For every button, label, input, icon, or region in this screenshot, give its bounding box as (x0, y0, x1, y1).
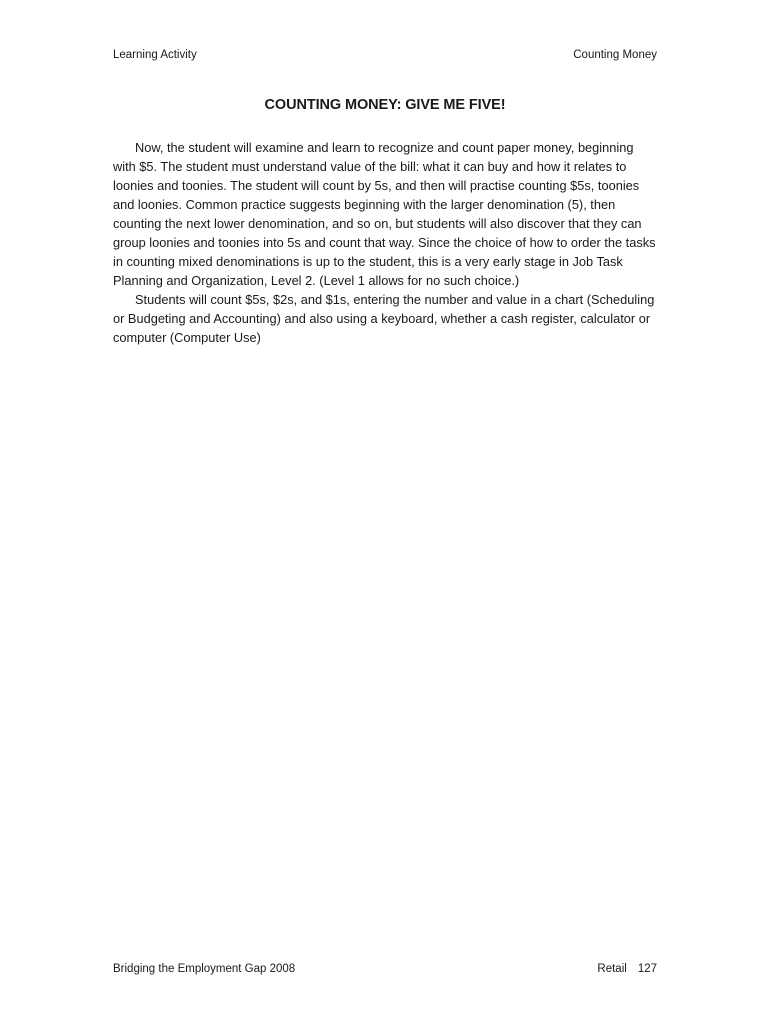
paragraph-2: Students will count $5s, $2s, and $1s, entering the number and value in a chart (Scheduling or Budgeting and Accounting) and also using a keyboard, whether a cash register, calculator or computer (Computer Use) (113, 292, 655, 345)
running-footer (113, 962, 657, 976)
paragraph-1: Now, the student will examine and learn to recognize and count paper money, beginning with $5. The student must understand value of the bill: what it can buy and how it relates to loonies and toonies. The student will count by 5s, and then will practise counting $5s, toonies and loonies. Common practice suggests beginning with the larger denomination (5), then counting the next lower denomination, and so on, but students will also discover that they can group loonies and toonies into 5s and count that way. Since the choice of how to order the tasks in counting mixed denominations is up to the student, this is a very early stage in Job Task Planning and Organization, Level 2. (Level 1 allows for no such choice.) (113, 140, 656, 288)
footer-right (597, 962, 657, 976)
footer-left-text: Bridging the Employment Gap 2008 (113, 963, 296, 975)
running-header (113, 48, 657, 62)
page-number: 127 (637, 963, 657, 975)
footer-section-label: Retail (597, 963, 627, 975)
page-title: COUNTING MONEY: GIVE ME FIVE! (264, 97, 506, 113)
body-text (113, 138, 657, 347)
header-left-text: Learning Activity (113, 49, 197, 61)
header-right-text: Counting Money (573, 49, 657, 61)
